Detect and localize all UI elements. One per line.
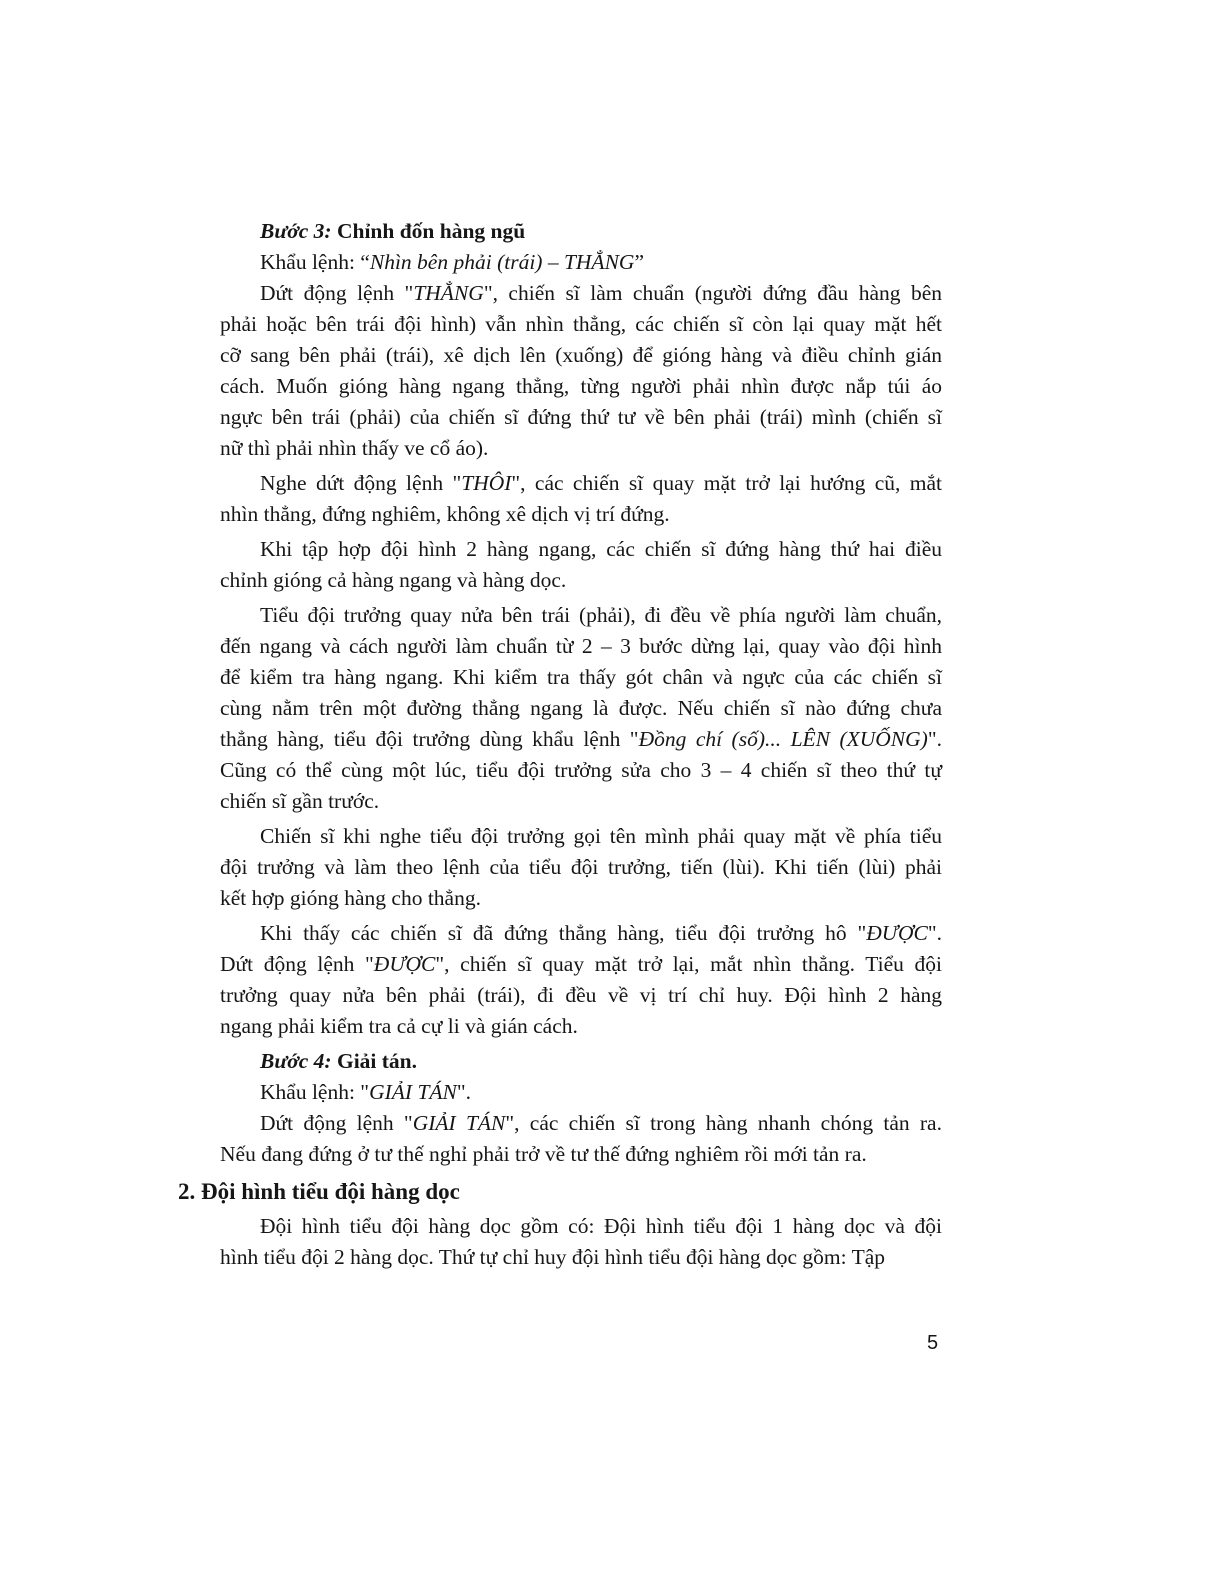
text-run: Dứt động lệnh " [220,952,374,976]
text-run: kết hợp gióng hàng cho thẳng. [220,886,481,910]
text-run: nữ thì phải nhìn thấy ve cổ áo). [220,436,489,460]
text-run: để kiểm tra hàng ngang. Khi kiểm tra thấy gót chân và ngực của các chiến sĩ [220,665,942,689]
paragraph-line [220,1242,942,1273]
text-run: ", chiến sĩ quay mặt trở lại, mắt nhìn thẳng. Tiểu đội [435,952,942,976]
paragraph-line [220,1108,942,1139]
command-3 [220,247,942,278]
paragraph-line [220,340,942,371]
text-run: Đồng chí (số)... LÊN (XUỐNG) [638,727,928,751]
paragraph-line [220,662,942,693]
text-run: phải hoặc bên trái đội hình) vẫn nhìn thẳng, các chiến sĩ còn lại quay mặt hết [220,312,942,336]
paragraph [220,1211,942,1273]
step-3-label: Bước 3: [260,219,332,243]
paragraph [220,468,942,530]
paragraph-line [220,755,942,786]
text-run: ". [927,921,942,945]
text-run: cách. Muốn gióng hàng ngang thẳng, từng người phải nhìn được nắp túi áo [220,374,942,398]
text-run: ", chiến sĩ làm chuẩn (người đứng đầu hàng bên [483,281,942,305]
text-run: hình tiểu đội 2 hàng dọc. Thứ tự chỉ huy đội hình tiểu đội hàng dọc gồm: Tập [220,1245,886,1269]
step-4-title: Giải tán. [331,1049,418,1073]
paragraph-line [220,724,942,755]
paragraph-line [220,371,942,402]
page-number: 5 [927,1332,939,1354]
step-3-title: Chỉnh đốn hàng ngũ [331,219,526,243]
paragraph-line [220,786,942,817]
command-4-text: GIẢI TÁN [369,1080,457,1104]
text-run: Khi tập hợp đội hình 2 hàng ngang, các chiến sĩ đứng hàng thứ hai điều [260,537,942,561]
text-run: đội trưởng và làm theo lệnh của tiểu đội trưởng, tiến (lùi). Khi tiến (lùi) phải [220,855,942,879]
command-3-text: Nhìn bên phải (trái) – THẲNG [369,250,635,274]
paragraph-line [220,600,942,631]
paragraph-line [220,534,942,565]
paragraph-line [220,1011,942,1042]
text-run: Cũng có thể cùng một lúc, tiểu đội trưởng sửa cho 3 – 4 chiến sĩ theo thứ tự [220,758,942,782]
step-4-heading [220,1046,942,1077]
text-run: Dứt động lệnh " [260,1111,413,1135]
text-run: trưởng quay nửa bên phải (trái), đi đều về vị trí chỉ huy. Đội hình 2 hàng [220,983,942,1007]
command-4-prefix: Khẩu lệnh: " [260,1080,370,1104]
command-3-suffix: ” [634,250,644,274]
section-2-title: 2. Đội hình tiểu đội hàng dọc [178,1179,460,1204]
paragraph-line [220,949,942,980]
paragraph-line [220,468,942,499]
paragraph-line [220,821,942,852]
text-run: chỉnh gióng cả hàng ngang và hàng dọc. [220,568,567,592]
text-run: cỡ sang bên phải (trái), xê dịch lên (xuống) để gióng hàng và điều chỉnh gián [220,343,942,367]
text-run: nhìn thẳng, đứng nghiêm, không xê dịch vị trí đứng. [220,502,670,526]
text-run: THẲNG [413,281,484,305]
paragraph-line [220,852,942,883]
text-run: cùng nằm trên một đường thẳng ngang là được. Nếu chiến sĩ nào đứng chưa [220,696,942,720]
paragraph-line [220,1211,942,1242]
document-body [178,216,942,1277]
text-run: thẳng hàng, tiểu đội trưởng dùng khẩu lệnh " [220,727,639,751]
paragraph [220,918,942,1042]
text-run: ", các chiến sĩ quay mặt trở lại hướng cũ, mắt [511,471,942,495]
command-4 [220,1077,942,1108]
command-3-prefix: Khẩu lệnh: “ [260,250,370,274]
text-run: chiến sĩ gần trước. [220,789,380,813]
text-run: Dứt động lệnh " [260,281,414,305]
text-run: đến ngang và cách người làm chuẩn từ 2 – 3 bước dừng lại, quay vào đội hình [220,634,942,658]
paragraph-line [220,499,942,530]
paragraph-line [220,1139,942,1170]
paragraph-line [220,883,942,914]
paragraph-line [220,402,942,433]
text-run: Chiến sĩ khi nghe tiểu đội trưởng gọi tên mình phải quay mặt về phía tiểu [260,824,942,848]
paragraph [220,821,942,914]
text-run: ngang phải kiểm tra cả cự li và gián cách. [220,1014,578,1038]
paragraph-line [220,433,942,464]
command-4-suffix: ". [456,1080,472,1104]
text-run: ĐƯỢC [866,921,928,945]
paragraph-line [220,980,942,1011]
paragraph-line [220,565,942,596]
text-run: Đội hình tiểu đội hàng dọc gồm có: Đội hình tiểu đội 1 hàng dọc và đội [260,1214,942,1238]
text-run: ", các chiến sĩ trong hàng nhanh chóng tản ra. [505,1111,942,1135]
text-run: ngực bên trái (phải) của chiến sĩ đứng thứ tư về bên phải (trái) mình (chiến sĩ [220,405,942,429]
text-run: THÔI [461,471,512,495]
paragraph [220,600,942,817]
text-run: Tiểu đội trưởng quay nửa bên trái (phải), đi đều về phía người làm chuẩn, [260,603,942,627]
text-run: ĐƯỢC [373,952,436,976]
text-run: Khi thấy các chiến sĩ đã đứng thẳng hàng, tiểu đội trưởng hô " [260,921,867,945]
text-run: Nghe dứt động lệnh " [260,471,462,495]
paragraph-line [220,278,942,309]
paragraph-line [220,918,942,949]
text-run: GIẢI TÁN [412,1111,506,1135]
step-3-heading [220,216,942,247]
text-run: Nếu đang đứng ở tư thế nghỉ phải trở về tư thế đứng nghiêm rồi mới tản ra. [220,1142,867,1166]
paragraph-line [220,309,942,340]
paragraph [220,534,942,596]
paragraph-line [220,693,942,724]
paragraph-line [220,631,942,662]
paragraph [220,1108,942,1170]
step-4-label: Bước 4: [260,1049,332,1073]
paragraph [220,278,942,464]
text-run: ". [927,727,942,751]
